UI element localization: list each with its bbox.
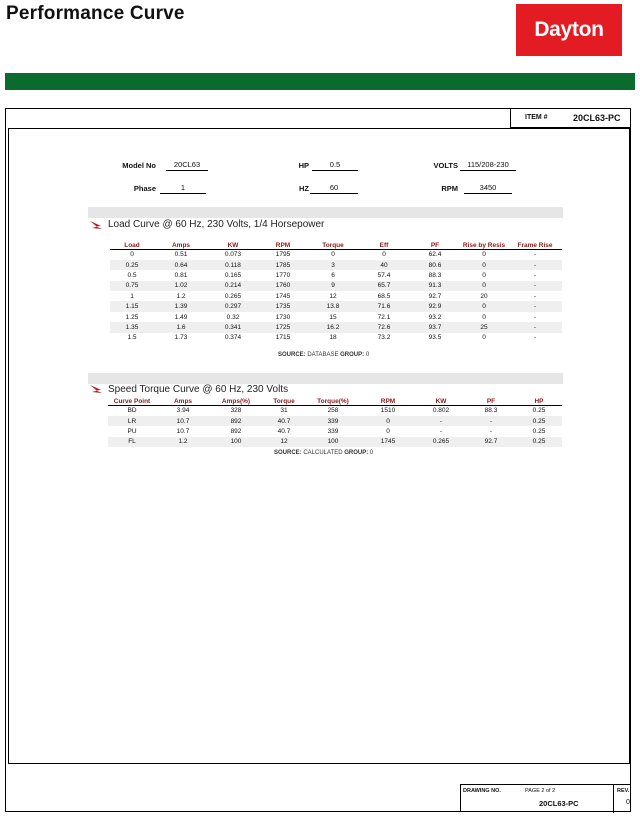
table-cell: 92.9 [410, 301, 460, 311]
table-cell: 328 [230, 407, 242, 415]
table-cell: - [533, 271, 537, 279]
table-cell: 0.25 [110, 260, 154, 270]
table-row [110, 249, 562, 260]
table-cell: - [508, 260, 562, 270]
table-cell: 65.7 [358, 281, 410, 291]
table-row [110, 291, 562, 301]
table-cell: 10.7 [176, 427, 190, 435]
table-cell: 62.4 [428, 251, 442, 259]
speed-torque-title: Speed Torque Curve @ 60 Hz, 230 Volts [108, 384, 289, 395]
table-cell: 0.25 [532, 427, 546, 435]
speed-torque-table [108, 395, 562, 447]
table-row [110, 260, 562, 270]
item-value: 20CL63-PC [573, 112, 621, 123]
column-header: Rise by Resis [460, 229, 508, 249]
table-cell: 1510 [380, 407, 396, 415]
group-label: GROUP: [340, 352, 365, 358]
table-cell: - [489, 427, 493, 435]
table-cell: 0.073 [224, 251, 242, 259]
table-cell: 72.1 [377, 313, 391, 321]
source-value: DATABASE [307, 352, 339, 358]
table-cell: 40.7 [277, 427, 291, 435]
hz-value: 60 [310, 183, 358, 194]
speed-torque-shade [88, 373, 563, 384]
table-row [108, 426, 562, 436]
volts-value: 115/208-230 [460, 160, 516, 171]
table-cell: 1745 [275, 292, 291, 300]
table-cell: 0.118 [208, 260, 258, 270]
column-header: Curve Point [108, 395, 156, 405]
table-cell: 0.214 [208, 281, 258, 291]
rev-label: REV. [617, 788, 630, 794]
source-label: SOURCE: [278, 352, 306, 358]
table-cell: 0.32 [226, 313, 240, 321]
column-header: HP [516, 395, 562, 405]
header-band [5, 73, 635, 90]
column-header: Amps [156, 395, 210, 405]
table-row [110, 322, 562, 332]
page-indicator: PAGE 2 of 2 [525, 788, 556, 794]
table-cell: 73.2 [377, 334, 391, 342]
table-cell: 16.2 [308, 322, 358, 332]
table-cell: 93.2 [428, 313, 442, 321]
table-row [110, 333, 562, 343]
table-cell: 31 [280, 407, 288, 415]
column-header: PF [466, 395, 516, 405]
table-cell: 1.2 [156, 437, 210, 447]
table-cell: 1 [130, 292, 134, 300]
table-cell: 0.25 [532, 407, 546, 415]
column-header: Amps [154, 229, 208, 249]
table-cell: PU [127, 427, 137, 435]
model-value: 20CL63 [166, 160, 208, 171]
table-cell: 0.802 [432, 407, 450, 415]
table-cell: 1.2 [176, 292, 186, 300]
table-row [108, 437, 562, 447]
source-label: SOURCE: [274, 450, 302, 456]
table-cell: 71.6 [358, 301, 410, 311]
table-cell: 40.7 [262, 416, 306, 426]
table-row [108, 416, 562, 426]
load-curve-table [110, 229, 562, 343]
table-cell: 1.35 [110, 322, 154, 332]
table-cell: 0 [482, 271, 486, 279]
table-cell: 25 [460, 322, 508, 332]
column-header: KW [208, 229, 258, 249]
table-cell: 0.5 [127, 271, 137, 279]
column-header: Load [110, 229, 154, 249]
phase-value: 1 [160, 183, 206, 194]
table-cell: - [508, 322, 562, 332]
table-cell: 0.25 [516, 416, 562, 426]
table-cell: 892 [210, 416, 262, 426]
table-cell: - [508, 281, 562, 291]
table-cell: 10.7 [156, 416, 210, 426]
red-arrow-icon [89, 220, 105, 230]
table-cell: 1725 [258, 322, 308, 332]
load-curve-title: Load Curve @ 60 Hz, 230 Volts, 1/4 Horsepower [108, 219, 325, 230]
hp-value: 0.5 [312, 160, 358, 171]
table-cell: 12 [262, 437, 306, 447]
dayton-logo [516, 4, 622, 56]
table-header-row [108, 395, 562, 405]
table-cell: 88.3 [484, 407, 498, 415]
group-value: 0 [369, 450, 374, 456]
table-cell: 12 [329, 292, 337, 300]
table-cell: 13.8 [308, 301, 358, 311]
rev-value: 0 [626, 799, 630, 806]
title-block [460, 784, 631, 812]
table-cell: 0.265 [416, 437, 466, 447]
rpm-label: RPM [441, 184, 458, 193]
table-cell: 6 [331, 271, 335, 279]
table-cell: 339 [327, 427, 339, 435]
hz-label: HZ [299, 184, 309, 193]
table-cell: - [416, 416, 466, 426]
table-cell: 1.5 [127, 334, 137, 342]
table-cell: 92.7 [466, 437, 516, 447]
table-cell: 0 [482, 251, 486, 259]
table-cell: - [508, 301, 562, 311]
table-cell: 100 [210, 437, 262, 447]
table-cell: 0 [331, 251, 335, 259]
table-row [110, 301, 562, 311]
table-cell: 0.75 [110, 281, 154, 291]
table-cell: 1795 [275, 251, 291, 259]
table-cell: 1715 [275, 334, 291, 342]
model-label: Model No [122, 161, 156, 170]
column-header: Torque [308, 229, 358, 249]
table-cell: 0 [386, 427, 390, 435]
table-cell: 88.3 [428, 271, 442, 279]
table-cell: 892 [230, 427, 242, 435]
table-cell: 0 [130, 251, 134, 259]
table-cell: 0.265 [224, 292, 242, 300]
item-number-box [510, 108, 631, 128]
item-label: ITEM # [525, 114, 548, 121]
table-cell: 1760 [258, 281, 308, 291]
column-header: RPM [258, 229, 308, 249]
table-cell: LR [108, 416, 156, 426]
column-header: Torque(%) [306, 395, 360, 405]
table-cell: 0.81 [174, 271, 188, 279]
table-cell: 258 [327, 407, 339, 415]
column-header: Frame Rise [508, 229, 562, 249]
table-cell: BD [127, 407, 137, 415]
table-cell: 339 [306, 416, 360, 426]
table-cell: 0.51 [174, 251, 188, 259]
table-cell: 1.49 [174, 313, 188, 321]
table-cell: 1785 [258, 260, 308, 270]
load-curve-shade [88, 207, 563, 218]
table-cell: - [533, 292, 537, 300]
table-cell: 20 [480, 292, 488, 300]
phase-label: Phase [133, 184, 156, 193]
source-value: CALCULATED [303, 450, 343, 456]
table-cell: 0 [382, 251, 386, 259]
table-cell: 3 [308, 260, 358, 270]
table-cell: 1.73 [174, 334, 188, 342]
table-row [110, 312, 562, 322]
table-cell: 93.7 [410, 322, 460, 332]
table-row [110, 270, 562, 280]
table-cell: 1735 [258, 301, 308, 311]
table-cell: - [439, 427, 443, 435]
table-cell: 1.6 [154, 322, 208, 332]
table-cell: 40 [358, 260, 410, 270]
table-cell: 0.297 [208, 301, 258, 311]
speed-source-line [274, 450, 373, 456]
rpm-value: 3450 [464, 183, 512, 194]
hp-label: HP [298, 161, 309, 170]
table-cell: 9 [308, 281, 358, 291]
column-header: Torque [262, 395, 306, 405]
table-cell: 68.5 [377, 292, 391, 300]
table-cell: - [533, 251, 537, 259]
table-cell: 0.165 [224, 271, 242, 279]
revision-box [613, 785, 632, 813]
drawing-no-label: DRAWING NO. [463, 788, 501, 794]
red-arrow-icon [89, 384, 105, 394]
column-header: KW [416, 395, 466, 405]
table-cell: 18 [329, 334, 337, 342]
volts-label: VOLTS [433, 161, 458, 170]
table-cell: 0 [460, 281, 508, 291]
table-cell: 57.4 [377, 271, 391, 279]
table-cell: 92.7 [428, 292, 442, 300]
table-cell: 91.3 [410, 281, 460, 291]
table-cell: 1730 [275, 313, 291, 321]
table-cell: FL [108, 437, 156, 447]
table-cell: 3.94 [176, 407, 190, 415]
table-cell: - [533, 334, 537, 342]
table-row [110, 281, 562, 291]
column-header: RPM [360, 395, 416, 405]
table-cell: 0 [360, 416, 416, 426]
table-cell: 0.374 [224, 334, 242, 342]
table-cell: - [466, 416, 516, 426]
table-cell: 1.39 [154, 301, 208, 311]
table-cell: 15 [329, 313, 337, 321]
table-cell: 80.6 [410, 260, 460, 270]
table-cell: 0.25 [516, 437, 562, 447]
logo-text: Dayton [534, 18, 604, 41]
table-cell: 0.341 [208, 322, 258, 332]
column-header: Amps(%) [210, 395, 262, 405]
table-cell: 0 [482, 334, 486, 342]
table-cell: 0 [460, 301, 508, 311]
column-header: PF [410, 229, 460, 249]
table-cell: 0.64 [154, 260, 208, 270]
table-cell: 93.5 [428, 334, 442, 342]
table-cell: 100 [306, 437, 360, 447]
table-cell: 0 [482, 313, 486, 321]
table-cell: 1.25 [125, 313, 139, 321]
table-row [108, 405, 562, 416]
table-cell: - [533, 313, 537, 321]
table-cell: 1.02 [154, 281, 208, 291]
load-source-line [278, 352, 369, 358]
page-title: Performance Curve [6, 3, 185, 24]
table-cell: 1745 [360, 437, 416, 447]
group-value: 0 [365, 352, 370, 358]
table-cell: 0 [460, 260, 508, 270]
table-cell: 1770 [275, 271, 291, 279]
column-header: Eff [358, 229, 410, 249]
table-header-row [110, 229, 562, 249]
drawing-number: 20CL63-PC [539, 799, 579, 808]
table-cell: 1.15 [110, 301, 154, 311]
table-cell: 72.6 [358, 322, 410, 332]
group-label: GROUP: [344, 450, 369, 456]
